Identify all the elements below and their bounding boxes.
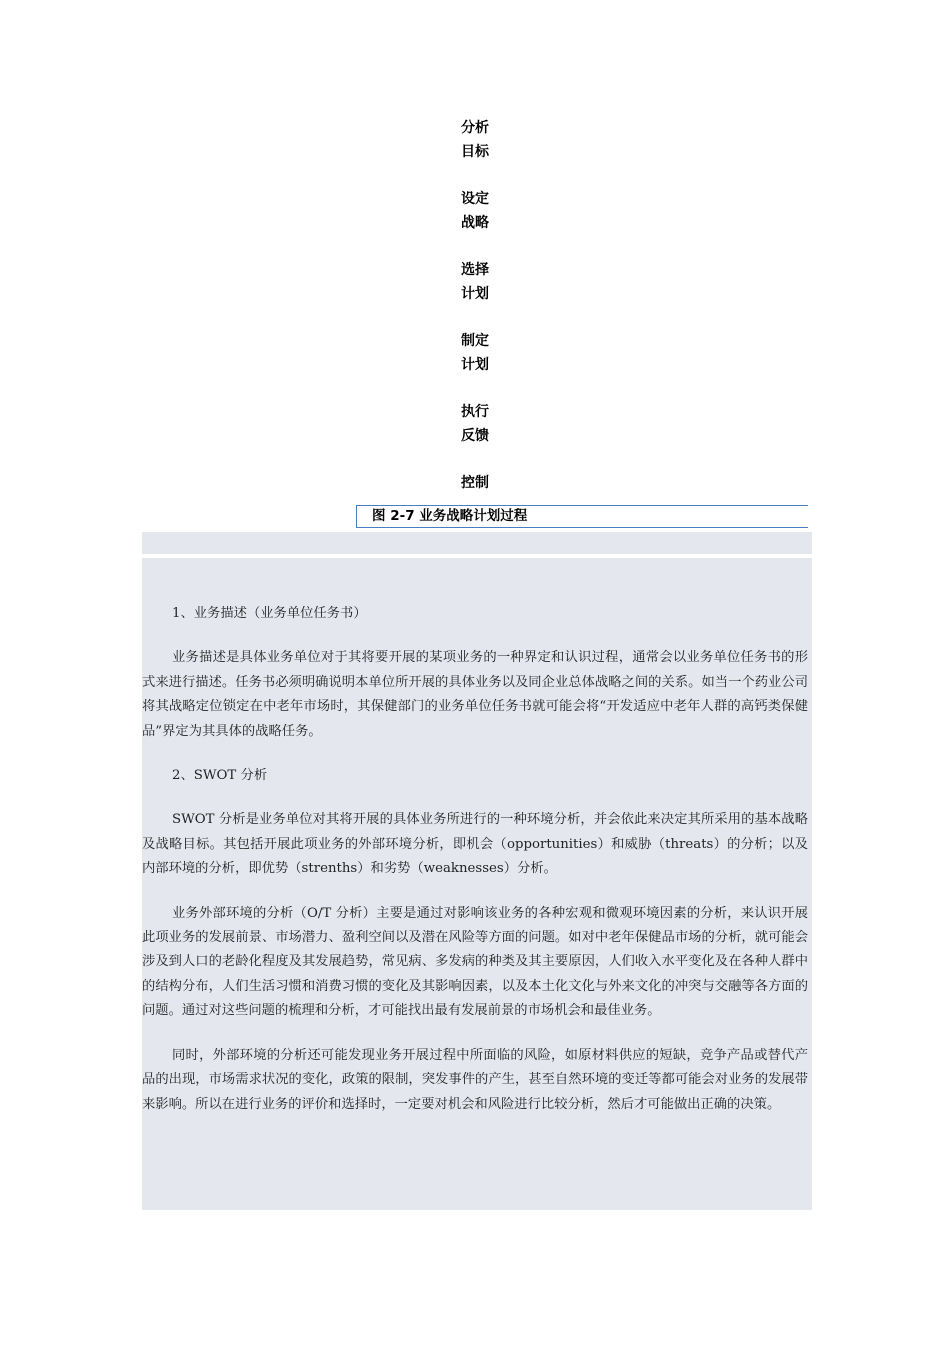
flow-step-line: 计划 [461,357,489,373]
article-body [142,602,808,1137]
paragraph: 业务描述是具体业务单位对于其将要开展的某项业务的一种界定和认识过程，通常会以业务单位任务书的形式来进行描述。任务书必须明确说明本单位所开展的具体业务以及同企业总体战略之间的关系。如当一个药业公司将其战略定位锁定在中老年市场时，其保健部门的业务单位任务书就可能会将“开发适应中老年人群的高钙类保健品”界定为其具体的战略任务。 [142,650,808,739]
section-heading: 1、业务描述（业务单位任务书） [172,606,367,621]
flow-step-execute-feedback [461,400,521,448]
flow-step-make-plan [461,329,521,377]
flow-step-choose-plan [461,258,521,306]
flow-step-line: 执行 [461,404,489,420]
flow-step-line: 战略 [461,215,489,231]
paragraph: 业务外部环境的分析（O/T 分析）主要是通过对影响该业务的各种宏观和微观环境因素的分析，来认识开展此项业务的发展前景、市场潜力、盈利空间以及潜在风险等方面的问题。如对中老年保健品市场的分析，就可能会涉及到人口的老龄化程度及其发展趋势，常见病、多发病的种类及其主要原因，人们收入水平变化及在各种人群中的结构分布，人们生活习惯和消费习惯的变化及其影响因素，以及本土化文化与外来文化的冲突与交融等各方面的问题。通过对这些问题的梳理和分析，才可能找出最有发展前景的市场机会和最佳业务。 [142,905,808,1019]
flow-step-line: 设定 [461,191,489,207]
flow-step-set-strategy [461,187,521,235]
paragraph: SWOT 分析是业务单位对其将开展的具体业务所进行的一种环境分析，并会依此来决定其所采用的基本战略及战略目标。其包括开展此项业务的外部环境分析，即机会（opportunities）和威胁（threats）的分析；以及内部环境的分析，即优势（strenths）和劣势（weaknesses）分析。 [142,812,808,877]
divider-band [142,532,812,554]
flow-step-line: 选择 [461,262,489,278]
flow-step-line: 控制 [461,475,489,491]
flow-step-line: 反馈 [461,428,489,444]
flow-step-control [461,471,521,495]
flow-step-analyze-goals [461,116,521,164]
flow-step-line: 计划 [461,286,489,302]
process-flow [461,116,521,518]
flow-step-line: 分析 [461,120,489,136]
figure-caption: 图 2-7 业务战略计划过程 [356,505,808,528]
paragraph: 同时，外部环境的分析还可能发现业务开展过程中所面临的风险，如原材料供应的短缺，竞争产品或替代产品的出现，市场需求状况的变化，政策的限制，突发事件的产生，甚至自然环境的变迁等都可能会对业务的发展带来影响。所以在进行业务的评价和选择时，一定要对机会和风险进行比较分析，然后才可能做出正确的决策。 [142,1047,808,1112]
flow-step-line: 制定 [461,333,489,349]
flow-step-line: 目标 [461,144,489,160]
section-heading: 2、SWOT 分析 [172,768,268,784]
